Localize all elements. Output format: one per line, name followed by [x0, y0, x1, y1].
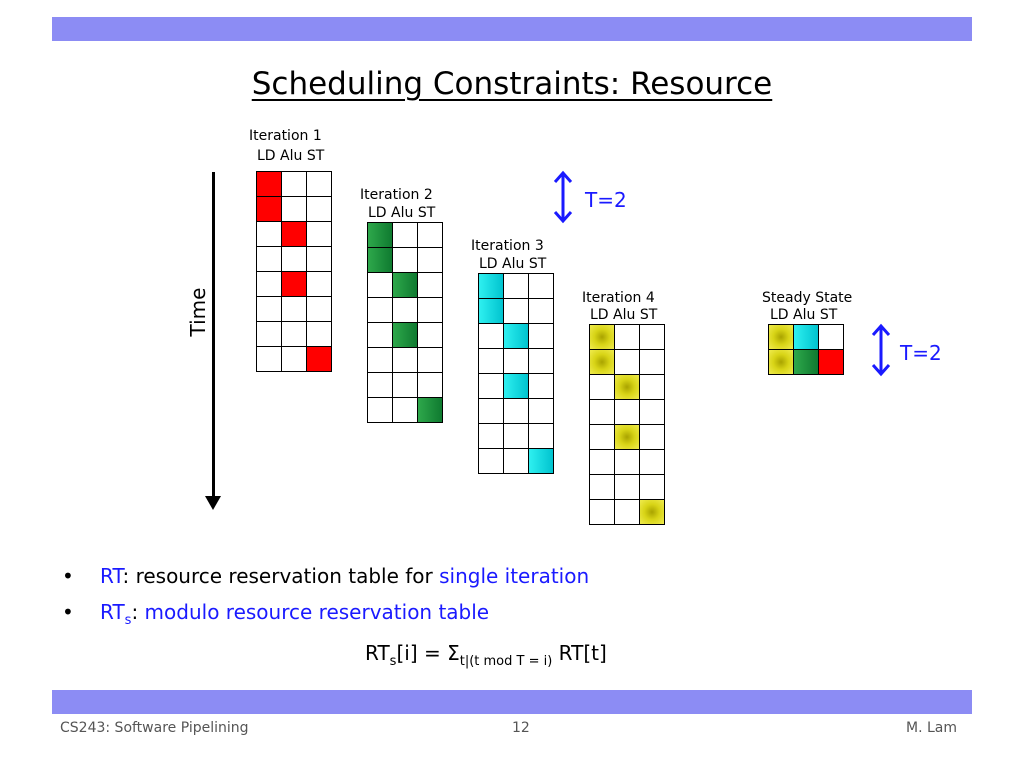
table-cell — [479, 449, 504, 474]
table-cell — [418, 323, 443, 348]
table-cell — [418, 248, 443, 273]
table-cell — [307, 272, 332, 297]
table-cell — [307, 222, 332, 247]
table-cell — [393, 348, 418, 373]
reserved-cell — [529, 449, 554, 474]
iteration-4-columns: LD Alu ST — [590, 307, 658, 323]
table-cell — [504, 299, 529, 324]
reserved-cell — [479, 299, 504, 324]
reserved-cell — [819, 350, 844, 375]
table-cell — [504, 274, 529, 299]
table-cell — [479, 324, 504, 349]
table-cell — [529, 299, 554, 324]
table-cell — [282, 197, 307, 222]
reserved-cell — [769, 325, 794, 350]
table-cell — [479, 349, 504, 374]
reserved-cell — [479, 274, 504, 299]
reserved-cell — [307, 347, 332, 372]
iteration-4-label: Iteration 4 — [582, 290, 655, 306]
iteration-1-table — [256, 171, 332, 372]
table-cell — [590, 450, 615, 475]
table-cell — [307, 197, 332, 222]
sigma-symbol: Σ — [447, 641, 460, 665]
period-label-top: T=2 — [585, 188, 627, 212]
reserved-cell — [794, 325, 819, 350]
reserved-cell — [368, 248, 393, 273]
reserved-cell — [504, 324, 529, 349]
table-cell — [640, 350, 665, 375]
table-cell — [257, 222, 282, 247]
table-cell — [590, 375, 615, 400]
reserved-cell — [615, 425, 640, 450]
iteration-1-label: Iteration 1 — [249, 128, 322, 144]
iteration-2-columns: LD Alu ST — [368, 205, 436, 221]
table-cell — [418, 373, 443, 398]
iteration-2-label: Iteration 2 — [360, 187, 433, 203]
table-cell — [529, 324, 554, 349]
formula-lhs: RT — [365, 641, 390, 665]
reserved-cell — [504, 374, 529, 399]
table-cell — [257, 272, 282, 297]
reserved-cell — [257, 172, 282, 197]
bullet-dot: • — [62, 564, 74, 588]
iteration-1-columns: LD Alu ST — [257, 148, 325, 164]
table-cell — [640, 450, 665, 475]
term-rts-subscript: s — [124, 613, 132, 628]
table-cell — [529, 374, 554, 399]
table-cell — [368, 298, 393, 323]
modulo-formula — [365, 641, 607, 669]
table-cell — [307, 297, 332, 322]
period-label-steady: T=2 — [900, 341, 942, 365]
table-cell — [282, 297, 307, 322]
formula-rhs: RT[t] — [552, 641, 607, 665]
reserved-cell — [282, 222, 307, 247]
reserved-cell — [393, 273, 418, 298]
steady-state-columns: LD Alu ST — [770, 307, 838, 323]
term-rts: RT — [100, 600, 125, 624]
table-cell — [282, 247, 307, 272]
table-cell — [257, 247, 282, 272]
table-cell — [590, 400, 615, 425]
bullet-1-text: : resource reservation table for — [122, 564, 440, 588]
table-cell — [257, 322, 282, 347]
iteration-3-columns: LD Alu ST — [479, 256, 547, 272]
table-cell — [615, 400, 640, 425]
table-cell — [479, 424, 504, 449]
steady-state-label: Steady State — [762, 290, 853, 306]
table-cell — [479, 374, 504, 399]
table-cell — [479, 399, 504, 424]
iteration-3-table — [478, 273, 554, 474]
term-rt: RT — [100, 564, 123, 588]
table-cell — [590, 475, 615, 500]
table-cell — [307, 172, 332, 197]
table-cell — [615, 475, 640, 500]
table-cell — [368, 398, 393, 423]
bullet-2-colon: : — [131, 600, 139, 624]
footer-course: CS243: Software Pipelining — [60, 720, 249, 736]
table-cell — [393, 298, 418, 323]
table-cell — [504, 349, 529, 374]
bullet-2-text: modulo resource reservation table — [138, 600, 490, 624]
table-cell — [819, 325, 844, 350]
table-cell — [615, 325, 640, 350]
table-cell — [368, 273, 393, 298]
reserved-cell — [590, 350, 615, 375]
table-cell — [418, 348, 443, 373]
reserved-cell — [615, 375, 640, 400]
table-cell — [529, 399, 554, 424]
bullet-dot: • — [62, 600, 74, 624]
iteration-2-table — [367, 222, 443, 423]
table-cell — [418, 298, 443, 323]
steady-state-table — [768, 324, 844, 375]
formula-index: [i] = — [396, 641, 448, 665]
table-cell — [615, 450, 640, 475]
table-cell — [504, 424, 529, 449]
reserved-cell — [769, 350, 794, 375]
table-cell — [615, 500, 640, 525]
slide-title: Scheduling Constraints: Resource — [251, 66, 773, 102]
table-cell — [529, 349, 554, 374]
reserved-cell — [257, 197, 282, 222]
footer-page-number: 12 — [512, 720, 530, 736]
table-cell — [640, 375, 665, 400]
table-cell — [418, 273, 443, 298]
table-cell — [504, 399, 529, 424]
table-cell — [282, 172, 307, 197]
reserved-cell — [368, 223, 393, 248]
table-cell — [590, 500, 615, 525]
table-cell — [368, 348, 393, 373]
reserved-cell — [590, 325, 615, 350]
table-cell — [418, 223, 443, 248]
double-arrow-icon — [870, 323, 892, 377]
table-cell — [368, 323, 393, 348]
table-cell — [393, 398, 418, 423]
table-cell — [640, 400, 665, 425]
footer-author: M. Lam — [906, 720, 957, 736]
reserved-cell — [794, 350, 819, 375]
iteration-3-label: Iteration 3 — [471, 238, 544, 254]
table-cell — [368, 373, 393, 398]
reserved-cell — [640, 500, 665, 525]
table-cell — [529, 424, 554, 449]
table-cell — [282, 322, 307, 347]
bullet-1-emphasis: single iteration — [439, 564, 590, 588]
table-cell — [640, 325, 665, 350]
table-cell — [393, 248, 418, 273]
table-cell — [590, 425, 615, 450]
reserved-cell — [418, 398, 443, 423]
bottom-accent-bar — [52, 690, 972, 714]
reserved-cell — [393, 323, 418, 348]
time-label: Time — [186, 287, 210, 337]
top-accent-bar — [52, 17, 972, 41]
formula-lhs-subscript: s — [389, 654, 397, 669]
time-axis-line — [212, 172, 215, 502]
table-cell — [257, 297, 282, 322]
table-cell — [615, 350, 640, 375]
table-cell — [640, 475, 665, 500]
time-arrow-icon — [205, 496, 221, 510]
formula-sum-subscript: t|(t mod T = i) — [459, 654, 553, 669]
table-cell — [529, 274, 554, 299]
reserved-cell — [282, 272, 307, 297]
table-cell — [393, 373, 418, 398]
table-cell — [282, 347, 307, 372]
table-cell — [393, 223, 418, 248]
iteration-4-table — [589, 324, 665, 525]
table-cell — [257, 347, 282, 372]
table-cell — [640, 425, 665, 450]
table-cell — [307, 322, 332, 347]
table-cell — [504, 449, 529, 474]
table-cell — [307, 247, 332, 272]
double-arrow-icon — [552, 170, 574, 224]
